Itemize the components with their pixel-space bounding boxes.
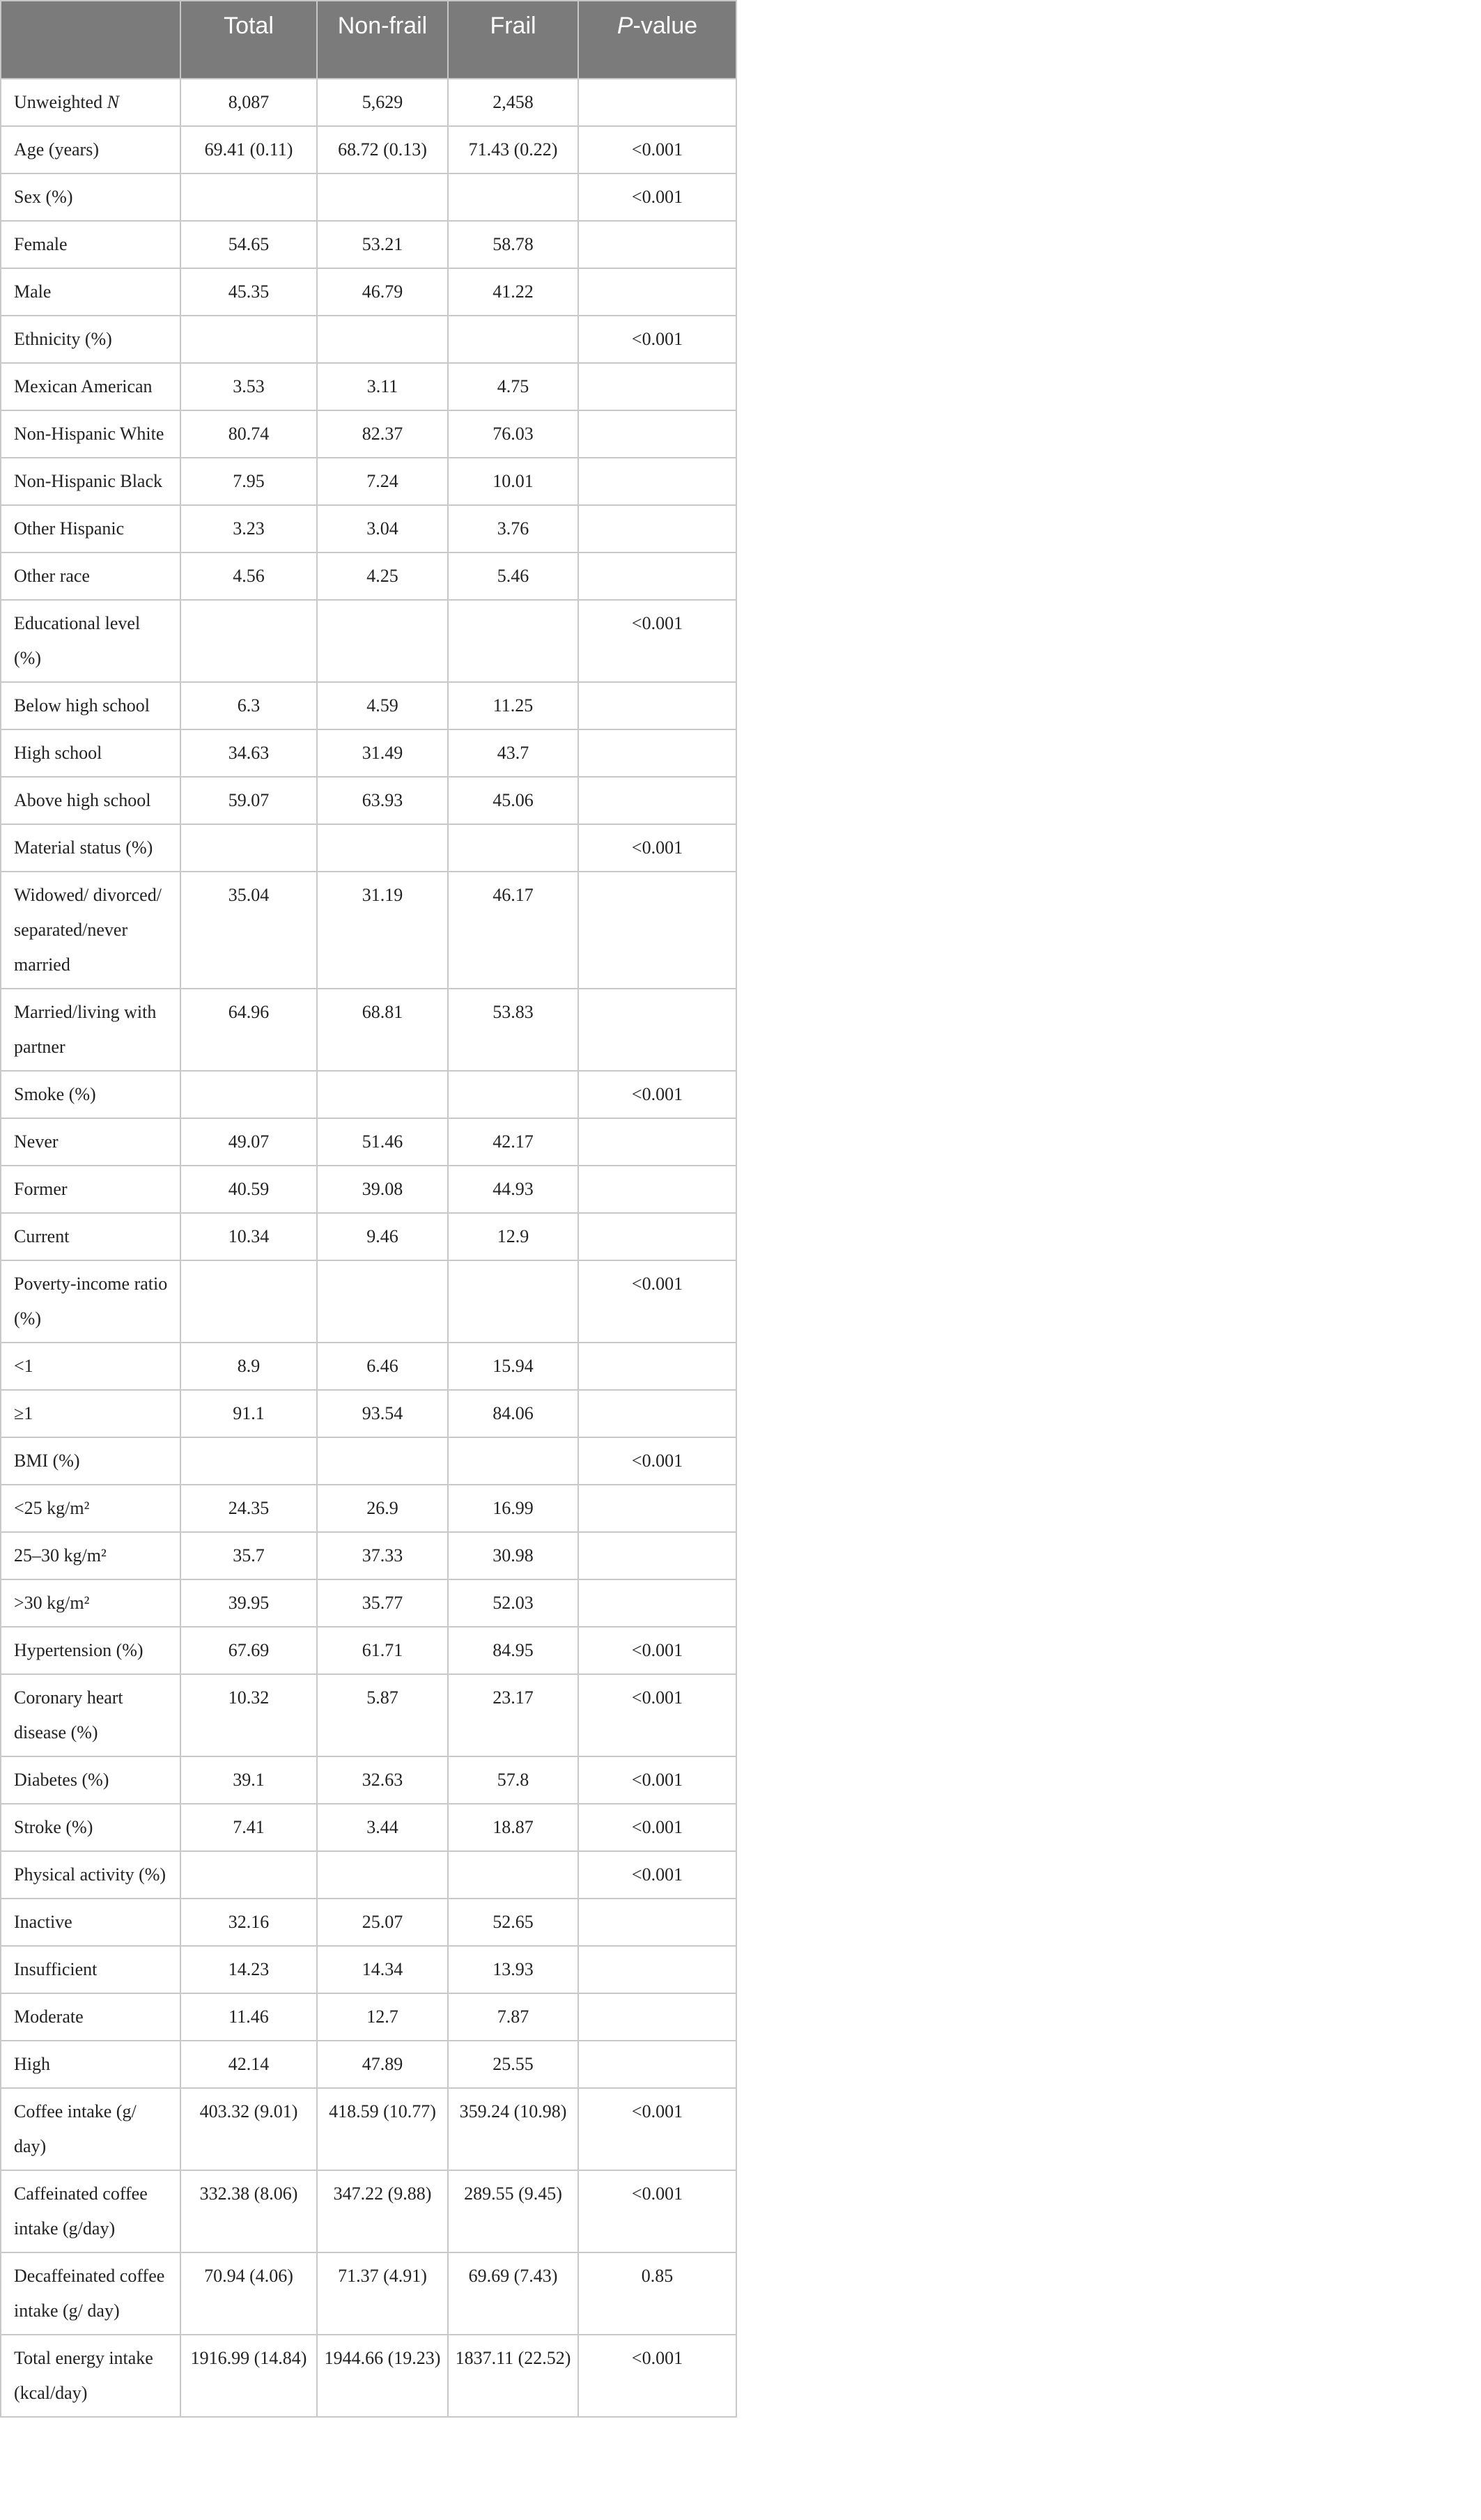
row-label: ≥1 <box>1 1390 180 1437</box>
cell-frail <box>448 824 578 872</box>
cell-p-value: <0.001 <box>578 600 736 682</box>
cell-non-frail: 1944.66 (19.23) <box>317 2335 448 2417</box>
row-label: Coffee intake (g/ day) <box>1 2088 180 2170</box>
cell-frail: 4.75 <box>448 363 578 410</box>
cell-frail: 23.17 <box>448 1674 578 1756</box>
table-body <box>1 79 736 2417</box>
table-row <box>1 682 736 729</box>
row-label: >30 kg/m² <box>1 1579 180 1627</box>
cell-non-frail: 6.46 <box>317 1343 448 1390</box>
cell-frail: 289.55 (9.45) <box>448 2170 578 2252</box>
cell-p-value <box>578 505 736 552</box>
cell-total: 8,087 <box>180 79 317 126</box>
cell-non-frail: 68.72 (0.13) <box>317 126 448 173</box>
cell-non-frail <box>317 1071 448 1118</box>
cell-non-frail: 31.49 <box>317 729 448 777</box>
cell-p-value <box>578 1579 736 1627</box>
cell-total: 14.23 <box>180 1946 317 1993</box>
header-row <box>1 1 736 79</box>
cell-frail: 69.69 (7.43) <box>448 2252 578 2335</box>
cell-total: 32.16 <box>180 1899 317 1946</box>
cell-total: 34.63 <box>180 729 317 777</box>
table-row <box>1 729 736 777</box>
cell-total: 40.59 <box>180 1166 317 1213</box>
table-row <box>1 1993 736 2041</box>
cell-non-frail <box>317 316 448 363</box>
cell-frail: 41.22 <box>448 268 578 316</box>
cell-p-value <box>578 1213 736 1260</box>
cell-frail: 11.25 <box>448 682 578 729</box>
cell-non-frail: 46.79 <box>317 268 448 316</box>
header-total: Total <box>180 1 317 79</box>
table-row <box>1 1627 736 1674</box>
cell-non-frail: 37.33 <box>317 1532 448 1579</box>
cell-total: 3.23 <box>180 505 317 552</box>
baseline-characteristics-table-container <box>0 0 736 2418</box>
row-label: Diabetes (%) <box>1 1756 180 1804</box>
row-label: Hypertension (%) <box>1 1627 180 1674</box>
row-label: Widowed/ divorced/ separated/never married <box>1 872 180 989</box>
table-row <box>1 1118 736 1166</box>
header-frail: Frail <box>448 1 578 79</box>
table-row <box>1 173 736 221</box>
cell-frail: 53.83 <box>448 989 578 1071</box>
cell-frail <box>448 600 578 682</box>
header-p-value-italic: P <box>617 13 633 39</box>
cell-frail <box>448 1437 578 1485</box>
cell-non-frail <box>317 1260 448 1343</box>
cell-non-frail: 25.07 <box>317 1899 448 1946</box>
cell-p-value: <0.001 <box>578 1260 736 1343</box>
row-label: Coronary heart disease (%) <box>1 1674 180 1756</box>
cell-frail: 15.94 <box>448 1343 578 1390</box>
row-label: Non-Hispanic White <box>1 410 180 458</box>
cell-non-frail: 39.08 <box>317 1166 448 1213</box>
cell-total: 24.35 <box>180 1485 317 1532</box>
cell-frail: 5.46 <box>448 552 578 600</box>
cell-total: 332.38 (8.06) <box>180 2170 317 2252</box>
cell-non-frail: 31.19 <box>317 872 448 989</box>
cell-non-frail: 5,629 <box>317 79 448 126</box>
cell-p-value: <0.001 <box>578 2335 736 2417</box>
row-label: Caffeinated coffee intake (g/day) <box>1 2170 180 2252</box>
cell-total: 4.56 <box>180 552 317 600</box>
table-row <box>1 126 736 173</box>
cell-frail: 359.24 (10.98) <box>448 2088 578 2170</box>
cell-frail <box>448 316 578 363</box>
cell-p-value <box>578 872 736 989</box>
cell-frail <box>448 1851 578 1899</box>
cell-frail: 10.01 <box>448 458 578 505</box>
row-label: Ethnicity (%) <box>1 316 180 363</box>
row-label: BMI (%) <box>1 1437 180 1485</box>
cell-p-value <box>578 363 736 410</box>
row-label: 25–30 kg/m² <box>1 1532 180 1579</box>
cell-p-value <box>578 729 736 777</box>
cell-non-frail: 12.7 <box>317 1993 448 2041</box>
cell-frail: 30.98 <box>448 1532 578 1579</box>
cell-non-frail: 47.89 <box>317 2041 448 2088</box>
cell-frail: 1837.11 (22.52) <box>448 2335 578 2417</box>
row-label: Inactive <box>1 1899 180 1946</box>
cell-non-frail <box>317 1851 448 1899</box>
table-row <box>1 1166 736 1213</box>
cell-p-value: <0.001 <box>578 126 736 173</box>
cell-non-frail <box>317 1437 448 1485</box>
row-label: Educational level (%) <box>1 600 180 682</box>
cell-p-value <box>578 989 736 1071</box>
cell-total: 39.1 <box>180 1756 317 1804</box>
cell-frail: 13.93 <box>448 1946 578 1993</box>
cell-frail: 71.43 (0.22) <box>448 126 578 173</box>
table-header <box>1 1 736 79</box>
cell-p-value: <0.001 <box>578 1674 736 1756</box>
table-row <box>1 777 736 824</box>
cell-frail: 3.76 <box>448 505 578 552</box>
cell-non-frail: 3.04 <box>317 505 448 552</box>
cell-non-frail: 63.93 <box>317 777 448 824</box>
table-row <box>1 1804 736 1851</box>
row-label: <25 kg/m² <box>1 1485 180 1532</box>
cell-p-value: <0.001 <box>578 1804 736 1851</box>
cell-non-frail: 4.59 <box>317 682 448 729</box>
cell-total: 35.04 <box>180 872 317 989</box>
table-row <box>1 989 736 1071</box>
cell-total <box>180 173 317 221</box>
row-label: Decaffeinated coffee intake (g/ day) <box>1 2252 180 2335</box>
cell-total <box>180 600 317 682</box>
cell-p-value <box>578 79 736 126</box>
cell-total: 403.32 (9.01) <box>180 2088 317 2170</box>
cell-total: 39.95 <box>180 1579 317 1627</box>
table-row <box>1 1260 736 1343</box>
cell-p-value: 0.85 <box>578 2252 736 2335</box>
row-label: High <box>1 2041 180 2088</box>
cell-p-value <box>578 1343 736 1390</box>
table-row <box>1 458 736 505</box>
cell-frail <box>448 1071 578 1118</box>
row-label: Sex (%) <box>1 173 180 221</box>
cell-total <box>180 1260 317 1343</box>
table-row <box>1 1946 736 1993</box>
cell-total <box>180 824 317 872</box>
cell-p-value: <0.001 <box>578 1851 736 1899</box>
table-row <box>1 2170 736 2252</box>
table-row <box>1 1390 736 1437</box>
table-row <box>1 1213 736 1260</box>
table-row <box>1 2335 736 2417</box>
cell-p-value <box>578 458 736 505</box>
table-row <box>1 1756 736 1804</box>
row-label: <1 <box>1 1343 180 1390</box>
cell-frail: 44.93 <box>448 1166 578 1213</box>
cell-non-frail: 71.37 (4.91) <box>317 2252 448 2335</box>
cell-frail: 84.06 <box>448 1390 578 1437</box>
cell-total: 7.41 <box>180 1804 317 1851</box>
cell-non-frail: 82.37 <box>317 410 448 458</box>
cell-frail: 45.06 <box>448 777 578 824</box>
table-row <box>1 221 736 268</box>
cell-p-value <box>578 682 736 729</box>
table-row <box>1 363 736 410</box>
table-row <box>1 505 736 552</box>
cell-frail: 84.95 <box>448 1627 578 1674</box>
cell-non-frail: 61.71 <box>317 1627 448 1674</box>
cell-total: 11.46 <box>180 1993 317 2041</box>
cell-total: 10.34 <box>180 1213 317 1260</box>
row-label: Physical activity (%) <box>1 1851 180 1899</box>
cell-frail: 25.55 <box>448 2041 578 2088</box>
row-label: Poverty-income ratio (%) <box>1 1260 180 1343</box>
row-label: Mexican American <box>1 363 180 410</box>
header-p-value-rest: -value <box>633 13 698 39</box>
cell-p-value: <0.001 <box>578 2088 736 2170</box>
row-label: Moderate <box>1 1993 180 2041</box>
cell-p-value: <0.001 <box>578 2170 736 2252</box>
cell-frail: 42.17 <box>448 1118 578 1166</box>
cell-frail: 18.87 <box>448 1804 578 1851</box>
header-non-frail: Non-frail <box>317 1 448 79</box>
cell-p-value <box>578 1118 736 1166</box>
cell-frail <box>448 1260 578 1343</box>
row-label: Total energy intake (kcal/day) <box>1 2335 180 2417</box>
row-label: Stroke (%) <box>1 1804 180 1851</box>
cell-total <box>180 1437 317 1485</box>
cell-p-value: <0.001 <box>578 173 736 221</box>
cell-non-frail: 93.54 <box>317 1390 448 1437</box>
cell-total: 1916.99 (14.84) <box>180 2335 317 2417</box>
cell-total <box>180 1071 317 1118</box>
table-row <box>1 1343 736 1390</box>
row-label: Age (years) <box>1 126 180 173</box>
cell-total: 67.69 <box>180 1627 317 1674</box>
row-label: High school <box>1 729 180 777</box>
table-row <box>1 2088 736 2170</box>
cell-non-frail <box>317 173 448 221</box>
table-row <box>1 824 736 872</box>
cell-non-frail: 53.21 <box>317 221 448 268</box>
cell-frail: 12.9 <box>448 1213 578 1260</box>
cell-p-value <box>578 552 736 600</box>
row-label: Non-Hispanic Black <box>1 458 180 505</box>
table-row <box>1 268 736 316</box>
table-row <box>1 1899 736 1946</box>
cell-non-frail: 3.11 <box>317 363 448 410</box>
cell-total <box>180 1851 317 1899</box>
row-label: Other race <box>1 552 180 600</box>
cell-frail: 43.7 <box>448 729 578 777</box>
cell-non-frail: 347.22 (9.88) <box>317 2170 448 2252</box>
row-label: Material status (%) <box>1 824 180 872</box>
row-label: Below high school <box>1 682 180 729</box>
table-row <box>1 1579 736 1627</box>
cell-non-frail: 14.34 <box>317 1946 448 1993</box>
cell-frail: 58.78 <box>448 221 578 268</box>
baseline-characteristics-table <box>0 0 737 2418</box>
row-label: Insufficient <box>1 1946 180 1993</box>
cell-total: 42.14 <box>180 2041 317 2088</box>
cell-frail: 16.99 <box>448 1485 578 1532</box>
table-row <box>1 1532 736 1579</box>
cell-non-frail <box>317 824 448 872</box>
cell-non-frail: 4.25 <box>317 552 448 600</box>
cell-p-value <box>578 1532 736 1579</box>
italic-n: N <box>107 92 119 112</box>
cell-p-value: <0.001 <box>578 1071 736 1118</box>
table-row <box>1 600 736 682</box>
cell-non-frail: 418.59 (10.77) <box>317 2088 448 2170</box>
cell-p-value <box>578 268 736 316</box>
table-row <box>1 872 736 989</box>
cell-p-value <box>578 1899 736 1946</box>
cell-non-frail: 26.9 <box>317 1485 448 1532</box>
cell-total: 49.07 <box>180 1118 317 1166</box>
header-variable <box>1 1 180 79</box>
cell-p-value <box>578 1993 736 2041</box>
row-label: Smoke (%) <box>1 1071 180 1118</box>
cell-total: 8.9 <box>180 1343 317 1390</box>
table-row <box>1 1485 736 1532</box>
cell-total: 3.53 <box>180 363 317 410</box>
cell-p-value <box>578 1485 736 1532</box>
cell-total: 6.3 <box>180 682 317 729</box>
cell-p-value: <0.001 <box>578 1627 736 1674</box>
row-label: Male <box>1 268 180 316</box>
cell-p-value: <0.001 <box>578 1756 736 1804</box>
cell-frail: 76.03 <box>448 410 578 458</box>
row-label: Other Hispanic <box>1 505 180 552</box>
cell-p-value: <0.001 <box>578 824 736 872</box>
cell-frail: 2,458 <box>448 79 578 126</box>
table-row <box>1 2041 736 2088</box>
cell-total: 80.74 <box>180 410 317 458</box>
row-label: Female <box>1 221 180 268</box>
cell-frail: 7.87 <box>448 1993 578 2041</box>
cell-p-value <box>578 777 736 824</box>
cell-total <box>180 316 317 363</box>
cell-non-frail: 68.81 <box>317 989 448 1071</box>
cell-non-frail: 35.77 <box>317 1579 448 1627</box>
row-label: Above high school <box>1 777 180 824</box>
cell-total: 69.41 (0.11) <box>180 126 317 173</box>
table-row <box>1 1437 736 1485</box>
cell-p-value <box>578 2041 736 2088</box>
cell-total: 10.32 <box>180 1674 317 1756</box>
table-row <box>1 2252 736 2335</box>
cell-non-frail: 7.24 <box>317 458 448 505</box>
cell-non-frail <box>317 600 448 682</box>
cell-total: 7.95 <box>180 458 317 505</box>
row-label: Unweighted N <box>1 79 180 126</box>
cell-p-value <box>578 1390 736 1437</box>
row-label: Never <box>1 1118 180 1166</box>
cell-non-frail: 51.46 <box>317 1118 448 1166</box>
table-row <box>1 1851 736 1899</box>
table-row <box>1 316 736 363</box>
cell-non-frail: 32.63 <box>317 1756 448 1804</box>
cell-total: 91.1 <box>180 1390 317 1437</box>
table-row <box>1 1071 736 1118</box>
table-row <box>1 1674 736 1756</box>
cell-total: 35.7 <box>180 1532 317 1579</box>
cell-frail: 46.17 <box>448 872 578 989</box>
row-label: Former <box>1 1166 180 1213</box>
row-label: Married/living with partner <box>1 989 180 1071</box>
cell-p-value <box>578 410 736 458</box>
cell-p-value: <0.001 <box>578 316 736 363</box>
cell-non-frail: 3.44 <box>317 1804 448 1851</box>
cell-p-value <box>578 221 736 268</box>
cell-total: 59.07 <box>180 777 317 824</box>
cell-frail: 57.8 <box>448 1756 578 1804</box>
cell-total: 64.96 <box>180 989 317 1071</box>
cell-p-value: <0.001 <box>578 1437 736 1485</box>
cell-frail: 52.03 <box>448 1579 578 1627</box>
cell-total: 45.35 <box>180 268 317 316</box>
cell-total: 70.94 (4.06) <box>180 2252 317 2335</box>
cell-frail: 52.65 <box>448 1899 578 1946</box>
cell-frail <box>448 173 578 221</box>
cell-total: 54.65 <box>180 221 317 268</box>
row-label: Current <box>1 1213 180 1260</box>
table-row <box>1 552 736 600</box>
cell-p-value <box>578 1946 736 1993</box>
table-row <box>1 410 736 458</box>
table-row <box>1 79 736 126</box>
cell-non-frail: 5.87 <box>317 1674 448 1756</box>
cell-p-value <box>578 1166 736 1213</box>
header-p-value <box>578 1 736 79</box>
cell-non-frail: 9.46 <box>317 1213 448 1260</box>
